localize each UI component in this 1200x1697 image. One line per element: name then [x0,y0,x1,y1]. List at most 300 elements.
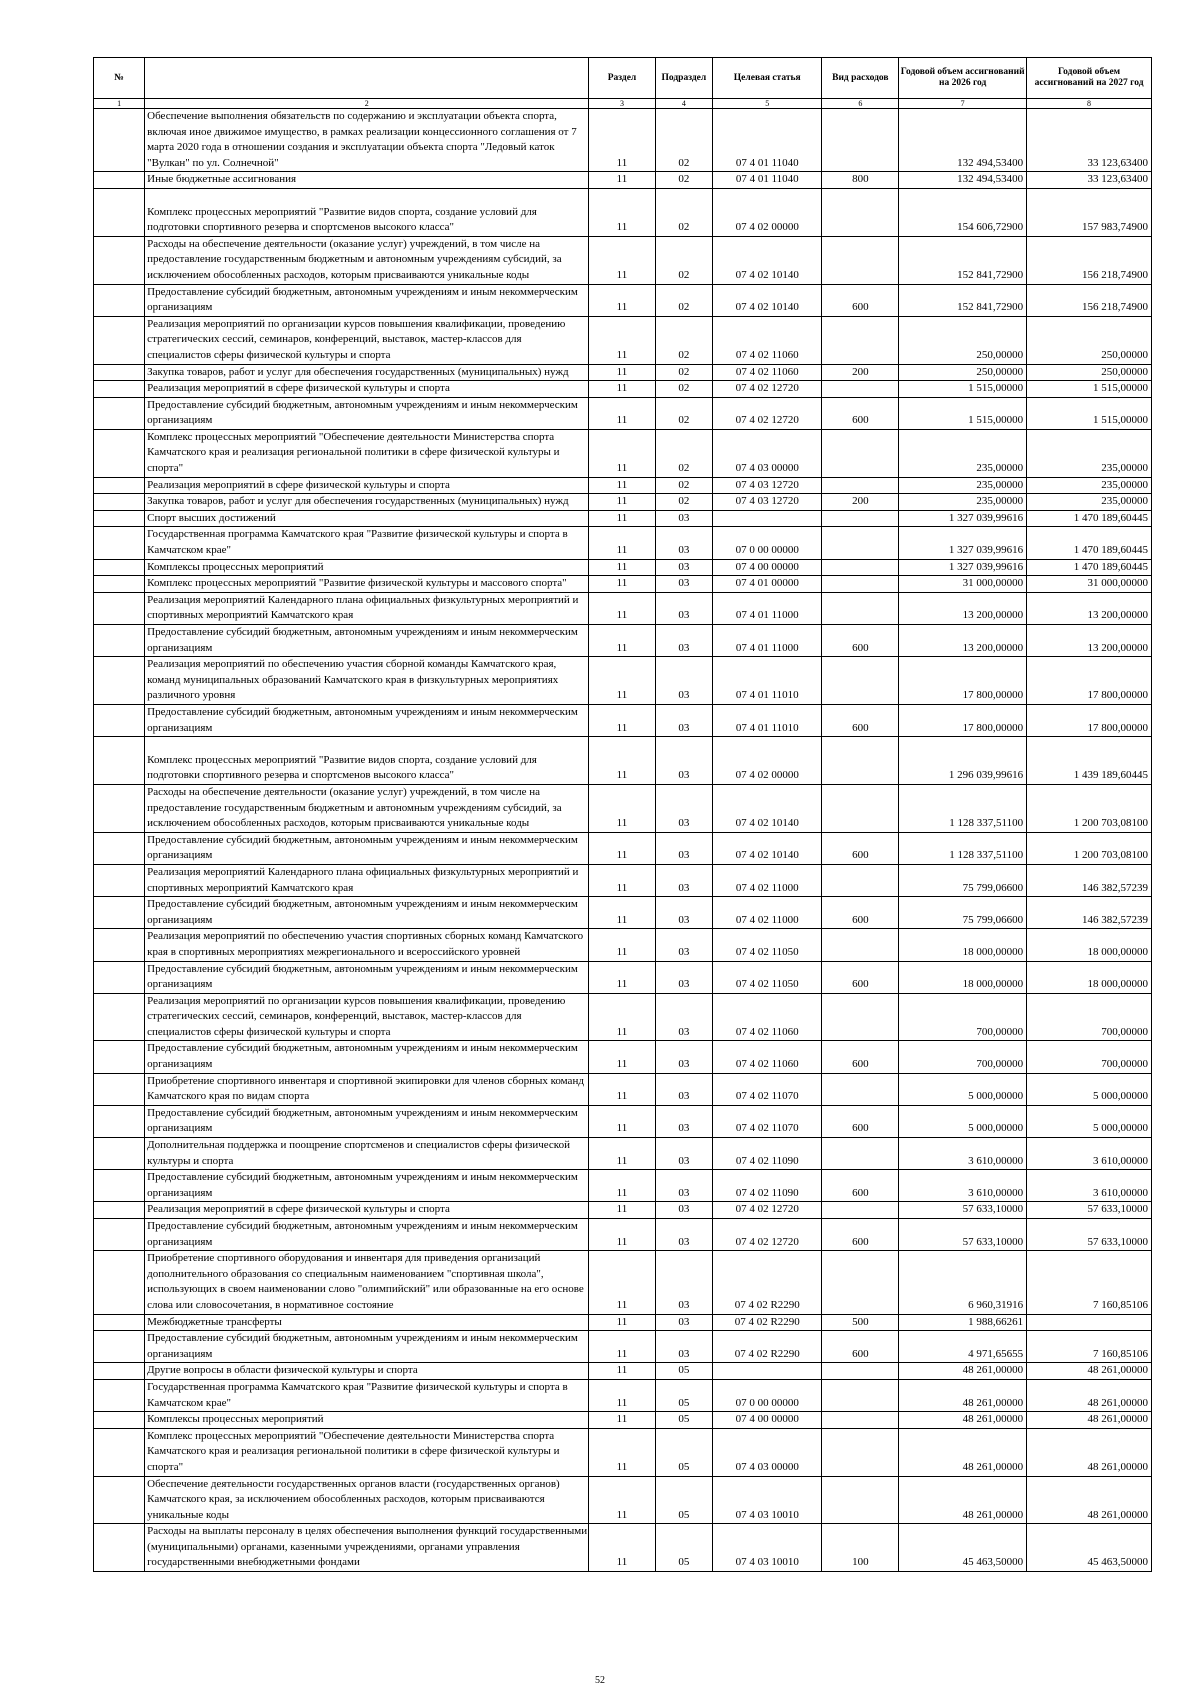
row-name-cell: Расходы на обеспечение деятельности (оказание услуг) учреждений, в том числе на предоставление государственным бюджетным и автономным учреждениям субсидий, за исключением обособленных расходов, которым присваиваются уникальные коды [145,784,589,832]
table-row [94,657,1152,705]
header-row [94,58,1152,99]
row-razdel-cell: 11 [589,897,656,929]
row-podrazdel-cell: 03 [655,1041,712,1073]
row-vid-cell [822,1476,899,1524]
row-number-cell [94,737,145,785]
row-target-cell [713,1363,822,1380]
row-podrazdel-cell: 03 [655,1219,712,1251]
row-podrazdel-cell: 03 [655,510,712,527]
row-podrazdel-cell: 02 [655,236,712,284]
row-year-2027-cell: 17 800,00000 [1027,704,1152,736]
row-year-2027-cell: 48 261,00000 [1027,1476,1152,1524]
row-razdel-cell: 11 [589,576,656,593]
table-row [94,1363,1152,1380]
table-row [94,316,1152,364]
table-row [94,576,1152,593]
row-number-cell [94,1041,145,1073]
row-razdel-cell: 11 [589,1363,656,1380]
table-row [94,1476,1152,1524]
row-number-cell [94,1476,145,1524]
row-year-2026-cell: 57 633,10000 [899,1219,1027,1251]
row-number-cell [94,527,145,559]
row-name-cell: Предоставление субсидий бюджетным, автономным учреждениям и иным некоммерческим организациям [145,961,589,993]
table-row [94,381,1152,398]
row-number-cell [94,477,145,494]
row-name-cell: Предоставление субсидий бюджетным, автономным учреждениям и иным некоммерческим организациям [145,1041,589,1073]
row-razdel-cell: 11 [589,961,656,993]
row-target-cell: 07 4 02 R2290 [713,1331,822,1363]
table-row [94,897,1152,929]
row-name-cell: Реализация мероприятий по обеспечению участия сборной команды Камчатского края, команд муниципальных образований Камчатского края в физкультурных мероприятиях различного уровня [145,657,589,705]
column-number: 3 [589,99,656,109]
row-podrazdel-cell: 03 [655,993,712,1041]
row-name-cell: Предоставление субсидий бюджетным, автономным учреждениям и иным некоммерческим организациям [145,284,589,316]
row-year-2027-cell: 7 160,85106 [1027,1331,1152,1363]
row-year-2027-cell: 5 000,00000 [1027,1073,1152,1105]
row-year-2026-cell: 13 200,00000 [899,592,1027,624]
row-target-cell: 07 4 02 11090 [713,1138,822,1170]
row-year-2027-cell: 3 610,00000 [1027,1170,1152,1202]
row-podrazdel-cell: 03 [655,576,712,593]
row-vid-cell: 600 [822,1105,899,1137]
row-number-cell [94,1428,145,1476]
row-vid-cell: 200 [822,494,899,511]
row-year-2026-cell: 48 261,00000 [899,1379,1027,1411]
row-razdel-cell: 11 [589,1379,656,1411]
row-razdel-cell: 11 [589,1073,656,1105]
row-razdel-cell: 11 [589,704,656,736]
column-number: 5 [713,99,822,109]
row-vid-cell [822,737,899,785]
row-name-cell: Предоставление субсидий бюджетным, автономным учреждениям и иным некоммерческим организациям [145,1105,589,1137]
row-podrazdel-cell: 02 [655,316,712,364]
table-row [94,1041,1152,1073]
row-razdel-cell: 11 [589,1331,656,1363]
row-target-cell: 07 4 02 12720 [713,1219,822,1251]
table-row [94,1170,1152,1202]
row-year-2027-cell: 33 123,63400 [1027,109,1152,172]
row-vid-cell: 600 [822,284,899,316]
row-year-2026-cell: 250,00000 [899,364,1027,381]
row-number-cell [94,1219,145,1251]
row-name-cell: Комплекс процессных мероприятий "Обеспечение деятельности Министерства спорта Камчатского края и реализация региональной политики в сфере физической культуры и спорта" [145,1428,589,1476]
row-year-2027-cell: 7 160,85106 [1027,1251,1152,1314]
column-number-row [94,99,1152,109]
table-row [94,704,1152,736]
row-razdel-cell: 11 [589,364,656,381]
row-target-cell: 07 4 00 00000 [713,1412,822,1429]
row-year-2027-cell: 156 218,74900 [1027,284,1152,316]
row-target-cell: 07 4 02 11060 [713,993,822,1041]
row-year-2027-cell: 250,00000 [1027,316,1152,364]
column-number: 7 [899,99,1027,109]
row-name-cell: Расходы на выплаты персоналу в целях обеспечения выполнения функций государственными (муниципальными) органами, казенными учреждениями, органами управления государственными внебюджетными фондами [145,1524,589,1572]
row-year-2026-cell: 48 261,00000 [899,1412,1027,1429]
table-row [94,236,1152,284]
row-vid-cell: 600 [822,704,899,736]
row-number-cell [94,929,145,961]
row-year-2027-cell: 18 000,00000 [1027,961,1152,993]
row-year-2026-cell: 45 463,50000 [899,1524,1027,1572]
row-year-2027-cell: 1 200 703,08100 [1027,784,1152,832]
row-razdel-cell: 11 [589,429,656,477]
row-name-cell: Комплекс процессных мероприятий "Развитие физической культуры и массового спорта" [145,576,589,593]
row-target-cell: 07 4 02 10140 [713,284,822,316]
table-row [94,494,1152,511]
row-number-cell [94,784,145,832]
row-name-cell: Межбюджетные трансферты [145,1314,589,1331]
row-number-cell [94,897,145,929]
row-target-cell: 07 0 00 00000 [713,1379,822,1411]
row-name-cell: Предоставление субсидий бюджетным, автономным учреждениям и иным некоммерческим организациям [145,625,589,657]
table-row [94,1379,1152,1411]
table-row [94,784,1152,832]
row-year-2026-cell: 75 799,06600 [899,897,1027,929]
row-name-cell: Предоставление субсидий бюджетным, автономным учреждениям и иным некоммерческим организациям [145,704,589,736]
table-row [94,109,1152,172]
row-number-cell [94,1363,145,1380]
row-target-cell: 07 4 03 12720 [713,494,822,511]
row-number-cell [94,109,145,172]
row-year-2027-cell: 57 633,10000 [1027,1202,1152,1219]
table-row [94,832,1152,864]
row-podrazdel-cell: 03 [655,592,712,624]
row-razdel-cell: 11 [589,109,656,172]
row-name-cell: Реализация мероприятий по обеспечению участия спортивных сборных команд Камчатского края в спортивных мероприятиях межрегионального и всероссийского уровней [145,929,589,961]
row-razdel-cell: 11 [589,1138,656,1170]
row-target-cell: 07 4 01 11010 [713,657,822,705]
row-name-cell: Дополнительная поддержка и поощрение спортсменов и специалистов сферы физической культуры и спорта [145,1138,589,1170]
row-name-cell: Реализация мероприятий в сфере физической культуры и спорта [145,381,589,398]
row-year-2027-cell: 1 515,00000 [1027,381,1152,398]
row-podrazdel-cell: 03 [655,1331,712,1363]
row-vid-cell: 600 [822,397,899,429]
row-year-2027-cell: 13 200,00000 [1027,625,1152,657]
row-name-cell: Предоставление субсидий бюджетным, автономным учреждениям и иным некоммерческим организациям [145,1219,589,1251]
row-vid-cell: 200 [822,364,899,381]
row-vid-cell: 600 [822,1331,899,1363]
row-year-2027-cell: 48 261,00000 [1027,1428,1152,1476]
row-podrazdel-cell: 05 [655,1476,712,1524]
row-razdel-cell: 11 [589,1524,656,1572]
header-year-2027: Годовой объем ассигнований на 2027 год [1027,58,1152,99]
row-podrazdel-cell: 03 [655,657,712,705]
row-vid-cell [822,1251,899,1314]
row-number-cell [94,397,145,429]
row-name-cell: Приобретение спортивного инвентаря и спортивной экипировки для членов сборных команд Камчатского края по видам спорта [145,1073,589,1105]
row-number-cell [94,364,145,381]
row-vid-cell [822,510,899,527]
row-year-2027-cell: 48 261,00000 [1027,1412,1152,1429]
table-row [94,527,1152,559]
header-vid: Вид расходов [822,58,899,99]
table-row [94,625,1152,657]
row-number-cell [94,316,145,364]
row-name-cell: Реализация мероприятий в сфере физической культуры и спорта [145,477,589,494]
row-year-2027-cell: 235,00000 [1027,429,1152,477]
row-vid-cell [822,576,899,593]
row-year-2027-cell: 17 800,00000 [1027,657,1152,705]
row-year-2026-cell: 1 296 039,99616 [899,737,1027,785]
table-row [94,1073,1152,1105]
row-target-cell: 07 4 02 R2290 [713,1251,822,1314]
row-target-cell: 07 4 02 11060 [713,364,822,381]
row-vid-cell [822,1428,899,1476]
row-razdel-cell: 11 [589,381,656,398]
row-year-2026-cell: 17 800,00000 [899,704,1027,736]
row-podrazdel-cell: 03 [655,929,712,961]
row-year-2026-cell: 1 327 039,99616 [899,527,1027,559]
table-row [94,1251,1152,1314]
row-vid-cell: 100 [822,1524,899,1572]
row-vid-cell: 600 [822,625,899,657]
row-name-cell: Закупка товаров, работ и услуг для обеспечения государственных (муниципальных) нужд [145,364,589,381]
table-row [94,1138,1152,1170]
row-razdel-cell: 11 [589,1314,656,1331]
row-name-cell: Реализация мероприятий в сфере физической культуры и спорта [145,1202,589,1219]
row-year-2027-cell: 146 382,57239 [1027,897,1152,929]
row-razdel-cell: 11 [589,397,656,429]
table-row [94,172,1152,189]
row-vid-cell [822,1363,899,1380]
row-name-cell: Комплекс процессных мероприятий "Развитие видов спорта, создание условий для подготовки спортивного резерва и спортсменов высокого класса" [145,737,589,785]
table-row [94,1105,1152,1137]
row-name-cell: Предоставление субсидий бюджетным, автономным учреждениям и иным некоммерческим организациям [145,397,589,429]
row-year-2026-cell: 235,00000 [899,429,1027,477]
row-vid-cell: 600 [822,1041,899,1073]
row-target-cell [713,510,822,527]
row-year-2026-cell: 152 841,72900 [899,236,1027,284]
row-target-cell: 07 4 02 11070 [713,1105,822,1137]
row-vid-cell [822,559,899,576]
budget-table [93,57,1152,1572]
row-number-cell [94,1202,145,1219]
row-razdel-cell: 11 [589,316,656,364]
row-year-2026-cell: 1 128 337,51100 [899,784,1027,832]
row-year-2026-cell: 132 494,53400 [899,109,1027,172]
row-year-2026-cell: 18 000,00000 [899,961,1027,993]
row-year-2026-cell: 17 800,00000 [899,657,1027,705]
row-name-cell: Спорт высших достижений [145,510,589,527]
table-row [94,559,1152,576]
column-number: 2 [145,99,589,109]
row-podrazdel-cell: 02 [655,494,712,511]
row-name-cell: Реализация мероприятий по организации курсов повышения квалификации, проведению стратегических сессий, семинаров, конференций, выставок, мастер-классов для специалистов сферы физической культуры и спорта [145,316,589,364]
row-vid-cell: 600 [822,1219,899,1251]
row-vid-cell [822,1379,899,1411]
row-number-cell [94,832,145,864]
row-number-cell [94,1251,145,1314]
table-body [94,109,1152,1572]
row-target-cell: 07 4 01 11040 [713,172,822,189]
row-razdel-cell: 11 [589,1170,656,1202]
row-year-2026-cell: 31 000,00000 [899,576,1027,593]
row-target-cell: 07 4 02 00000 [713,737,822,785]
row-year-2027-cell: 1 200 703,08100 [1027,832,1152,864]
row-target-cell: 07 4 02 11090 [713,1170,822,1202]
row-number-cell [94,1314,145,1331]
row-year-2026-cell: 250,00000 [899,316,1027,364]
row-name-cell: Комплекс процессных мероприятий "Развитие видов спорта, создание условий для подготовки спортивного резерва и спортсменов высокого класса" [145,188,589,236]
row-podrazdel-cell: 02 [655,109,712,172]
row-year-2026-cell: 48 261,00000 [899,1428,1027,1476]
header-year-2026: Годовой объем ассигнований на 2026 год [899,58,1027,99]
row-year-2026-cell: 3 610,00000 [899,1170,1027,1202]
column-number: 4 [655,99,712,109]
row-year-2027-cell: 48 261,00000 [1027,1363,1152,1380]
table-row [94,929,1152,961]
row-year-2027-cell: 5 000,00000 [1027,1105,1152,1137]
row-year-2027-cell: 48 261,00000 [1027,1379,1152,1411]
row-target-cell: 07 4 01 11040 [713,109,822,172]
row-number-cell [94,576,145,593]
row-vid-cell [822,1138,899,1170]
row-number-cell [94,381,145,398]
row-year-2027-cell: 1 470 189,60445 [1027,527,1152,559]
row-year-2026-cell: 6 960,31916 [899,1251,1027,1314]
row-target-cell: 07 4 02 00000 [713,188,822,236]
table-row [94,592,1152,624]
row-target-cell: 07 4 02 10140 [713,832,822,864]
row-razdel-cell: 11 [589,236,656,284]
row-number-cell [94,1105,145,1137]
row-podrazdel-cell: 02 [655,477,712,494]
table-row [94,477,1152,494]
row-vid-cell: 600 [822,832,899,864]
row-target-cell: 07 4 02 R2290 [713,1314,822,1331]
row-year-2027-cell: 250,00000 [1027,364,1152,381]
row-podrazdel-cell: 03 [655,864,712,896]
row-podrazdel-cell: 02 [655,381,712,398]
row-target-cell: 07 4 02 11060 [713,1041,822,1073]
row-razdel-cell: 11 [589,1428,656,1476]
row-number-cell [94,236,145,284]
row-target-cell: 07 4 02 11000 [713,897,822,929]
row-year-2027-cell: 700,00000 [1027,1041,1152,1073]
row-podrazdel-cell: 02 [655,284,712,316]
row-podrazdel-cell: 03 [655,1314,712,1331]
row-vid-cell [822,657,899,705]
row-vid-cell [822,188,899,236]
row-number-cell [94,284,145,316]
row-year-2027-cell: 3 610,00000 [1027,1138,1152,1170]
row-vid-cell [822,109,899,172]
row-podrazdel-cell: 03 [655,527,712,559]
page-number: 52 [595,1675,605,1686]
row-razdel-cell: 11 [589,1251,656,1314]
row-target-cell: 07 4 02 11070 [713,1073,822,1105]
header-razdel: Раздел [589,58,656,99]
header-num: № [94,58,145,99]
row-name-cell: Государственная программа Камчатского края "Развитие физической культуры и спорта в Камчатском крае" [145,1379,589,1411]
row-year-2026-cell: 154 606,72900 [899,188,1027,236]
row-name-cell: Обеспечение деятельности государственных органов власти (государственных органов) Камчатского края, за исключением обособленных расходов, которым присваиваются уникальные коды [145,1476,589,1524]
row-number-cell [94,1170,145,1202]
row-name-cell: Приобретение спортивного оборудования и инвентаря для приведения организаций дополнительного образования со специальным наименованием "спортивная школа", использующих в своем наименовании слово "олимпийский" или образованные на его основе слова или словосочетания, в нормативное состояние [145,1251,589,1314]
row-vid-cell [822,381,899,398]
row-year-2027-cell: 156 218,74900 [1027,236,1152,284]
row-podrazdel-cell: 05 [655,1412,712,1429]
row-year-2026-cell: 235,00000 [899,494,1027,511]
row-year-2026-cell: 1 327 039,99616 [899,510,1027,527]
row-podrazdel-cell: 03 [655,1251,712,1314]
row-target-cell: 07 4 02 10140 [713,236,822,284]
row-podrazdel-cell: 02 [655,397,712,429]
row-year-2027-cell: 235,00000 [1027,477,1152,494]
row-podrazdel-cell: 03 [655,1138,712,1170]
row-razdel-cell: 11 [589,172,656,189]
column-number: 6 [822,99,899,109]
row-year-2026-cell: 1 515,00000 [899,381,1027,398]
row-razdel-cell: 11 [589,284,656,316]
row-vid-cell [822,1202,899,1219]
row-year-2027-cell: 700,00000 [1027,993,1152,1041]
row-vid-cell [822,1073,899,1105]
row-razdel-cell: 11 [589,510,656,527]
row-year-2026-cell: 13 200,00000 [899,625,1027,657]
row-year-2026-cell: 57 633,10000 [899,1202,1027,1219]
row-podrazdel-cell: 03 [655,625,712,657]
row-name-cell: Комплексы процессных мероприятий [145,1412,589,1429]
row-year-2026-cell: 1 128 337,51100 [899,832,1027,864]
table-row [94,993,1152,1041]
row-target-cell: 07 4 02 12720 [713,397,822,429]
row-podrazdel-cell: 03 [655,737,712,785]
row-name-cell: Обеспечение выполнения обязательств по содержанию и эксплуатации объекта спорта, включая иное движимое имущество, в рамках реализации концессионного соглашения от 7 марта 2020 года в отношении создания и эксплуатации объекта спорта "Ледовый каток "Вулкан" по ул. Солнечной" [145,109,589,172]
row-razdel-cell: 11 [589,657,656,705]
table-row [94,1219,1152,1251]
row-number-cell [94,1524,145,1572]
row-target-cell: 07 4 02 11050 [713,961,822,993]
row-name-cell: Закупка товаров, работ и услуг для обеспечения государственных (муниципальных) нужд [145,494,589,511]
table-row [94,364,1152,381]
row-number-cell [94,625,145,657]
row-year-2027-cell: 57 633,10000 [1027,1219,1152,1251]
row-podrazdel-cell: 02 [655,172,712,189]
header-name [145,58,589,99]
row-target-cell: 07 4 01 00000 [713,576,822,593]
row-podrazdel-cell: 03 [655,832,712,864]
row-target-cell: 07 4 03 00000 [713,429,822,477]
row-number-cell [94,864,145,896]
row-year-2026-cell: 700,00000 [899,1041,1027,1073]
row-razdel-cell: 11 [589,1202,656,1219]
row-number-cell [94,494,145,511]
row-number-cell [94,1073,145,1105]
row-number-cell [94,1412,145,1429]
row-target-cell: 07 4 03 00000 [713,1428,822,1476]
row-target-cell: 07 4 02 11060 [713,316,822,364]
row-vid-cell [822,236,899,284]
table-row [94,961,1152,993]
row-number-cell [94,429,145,477]
row-year-2027-cell: 33 123,63400 [1027,172,1152,189]
row-year-2027-cell: 31 000,00000 [1027,576,1152,593]
row-year-2026-cell: 1 327 039,99616 [899,559,1027,576]
row-podrazdel-cell: 03 [655,897,712,929]
row-podrazdel-cell: 03 [655,784,712,832]
row-razdel-cell: 11 [589,929,656,961]
row-year-2026-cell: 5 000,00000 [899,1073,1027,1105]
row-target-cell: 07 4 01 11000 [713,625,822,657]
row-target-cell: 07 4 02 11050 [713,929,822,961]
row-vid-cell: 600 [822,897,899,929]
row-vid-cell [822,429,899,477]
row-name-cell: Реализация мероприятий по организации курсов повышения квалификации, проведению стратегических сессий, семинаров, конференций, выставок, мастер-классов для специалистов сферы физической культуры и спорта [145,993,589,1041]
row-razdel-cell: 11 [589,737,656,785]
row-razdel-cell: 11 [589,559,656,576]
row-name-cell: Предоставление субсидий бюджетным, автономным учреждениям и иным некоммерческим организациям [145,832,589,864]
